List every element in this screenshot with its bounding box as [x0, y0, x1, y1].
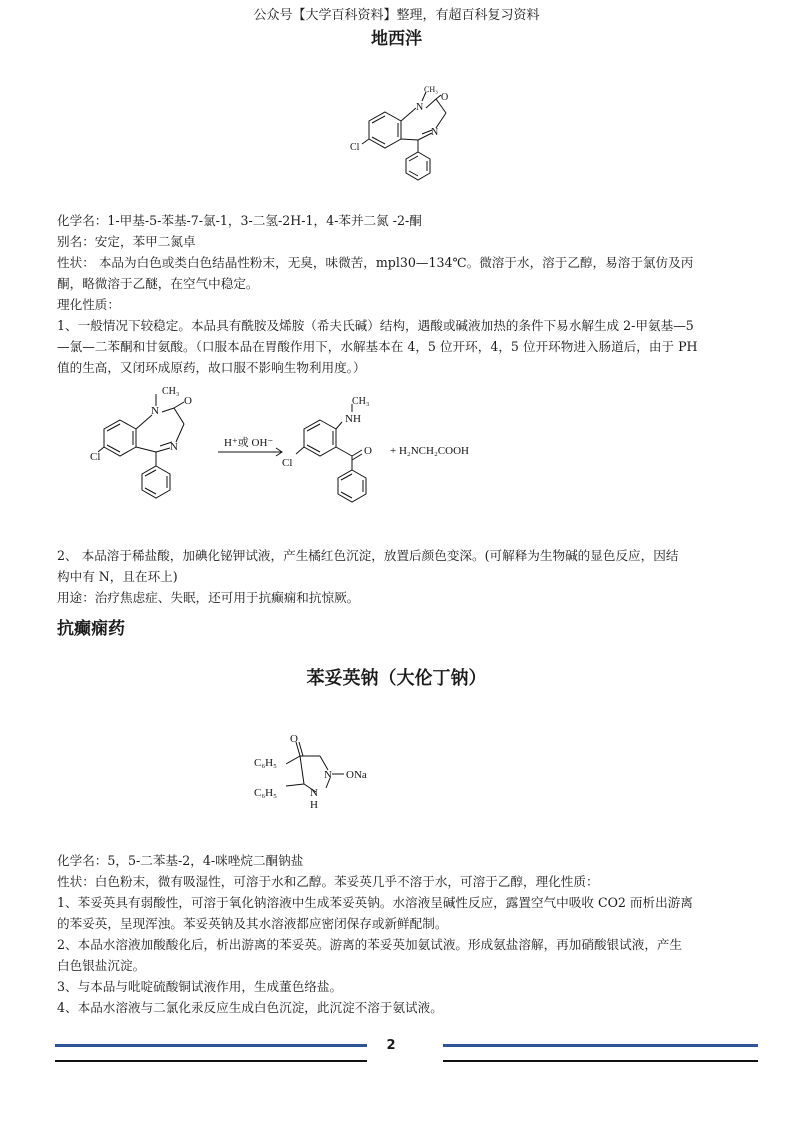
diazepam-item1-1: 1、一般情况下较稳定。本品具有酰胺及烯胺（希夫氏碱）结构，遇酸或碱液加热的条件下易水解生成 2-甲氨基—5 [57, 318, 694, 333]
phenytoin-item3: 3、与本品与吡啶硫酸铜试液作用，生成董色络盐。 [57, 979, 343, 994]
footer-rule-right-black [443, 1060, 758, 1062]
footer-rule-right-blue [443, 1044, 758, 1047]
phenytoin-item4: 4、本品水溶液与二氯化汞反应生成白色沉淀，此沉淀不溶于氨试液。 [57, 1000, 443, 1015]
phenytoin-item2-2: 白色银盐沉淀。 [57, 958, 146, 973]
phenytoin-structure [250, 730, 390, 815]
diazepam-properties-2: 酮，略微溶于乙醚，在空气中稳定。 [57, 276, 259, 291]
glycine-label: + H₂NCH₂COOH [390, 445, 469, 457]
diazepam-item1-2: —氯—二苯酮和甘氨酸。（口服本品在胃酸作用下，水解基本在 4，5 位开环，4，5 位开环物进入肠道后，由于 PH [57, 339, 698, 354]
phenytoin-item2-1: 2、本品水溶液加酸酸化后，析出游离的苯妥英。游离的苯妥英加氨试液。形成氨盐溶解，再加硝酸银试液，产生 [57, 937, 683, 952]
diazepam-usage: 用途：治疗焦虑症、失眠，还可用于抗癫痫和抗惊厥。 [57, 590, 360, 605]
product-ch3-label: CH₃ [352, 396, 370, 407]
reactant-n4-label: N [170, 441, 178, 453]
product-o-label: O [364, 445, 372, 457]
diazepam-item2-1: 2、 本品溶于稀盐酸，加碘化铋钾试液，产生橘红色沉淀，放置后颜色变深。(可解释为生物碱的显色反应，因结 [57, 548, 679, 563]
phenytoin-n-ring: N [324, 769, 332, 781]
diazepam-methyl-label: CH₃ [424, 85, 438, 94]
reactant-n1-label: N [151, 405, 159, 417]
diazepam-properties-1: 性状： 本品为白色或类白色结晶性粉末，无臭，味微苦，mpl30—134℃。微溶于水，溶于乙醇，易溶于氯仿及丙 [57, 255, 694, 270]
phenytoin-item1-1: 1、苯妥英具有弱酸性，可溶于氧化钠溶液中生成苯妥英钠。水溶液呈碱性反应，露置空气中吸收 CO2 而析出游离 [57, 895, 693, 910]
reactant-ch3-label: CH₃ [162, 386, 180, 397]
product-cl-label: Cl [282, 457, 293, 469]
diazepam-n1-label: N [416, 102, 424, 113]
phenytoin-c6h5-top: C₆H₅ [254, 757, 277, 769]
page-number: 2 [386, 1038, 396, 1053]
reaction-reagent: H⁺或 OH⁻ [224, 437, 274, 449]
phenytoin-item1-2: 的苯妥英，呈现浑浊。苯妥英钠及其水溶液都应密闭保存或新鲜配制。 [57, 916, 448, 931]
product-nh-label: NH [345, 413, 361, 425]
diazepam-cl-label: Cl [350, 142, 360, 153]
diazepam-physchem-heading: 理化性质： [57, 297, 120, 312]
diazepam-n4-label: N [431, 127, 439, 138]
phenytoin-properties: 性状：白色粉末，微有吸湿性，可溶于水和乙醇。苯妥英几乎不溶于水，可溶于乙醇，理化性质： [57, 874, 599, 889]
diazepam-item1-3: 值的生高，又闭环成原药，故口服不影响生物利用度。） [57, 360, 366, 375]
phenytoin-o-label: O [290, 733, 298, 745]
reactant-cl-label: Cl [90, 451, 101, 463]
diazepam-info [57, 210, 757, 378]
diazepam-alias: 别名：安定，苯甲二氮卓 [57, 234, 196, 249]
diazepam-info-2 [57, 545, 757, 608]
diazepam-o-label: O [441, 92, 449, 103]
diazepam-item2-2: 构中有 N，且在环上) [57, 569, 178, 584]
footer-rule-left-black [55, 1060, 367, 1062]
reactant-o-label: O [184, 395, 192, 407]
footer-rule-left-blue [55, 1044, 367, 1047]
diazepam-structure [340, 78, 470, 188]
phenytoin-info [57, 850, 757, 1018]
diazepam-chem-name: 化学名：1-甲基-5-苯基-7-氯-1，3-二氢-2H-1，4-苯并二氮 -2-酮 [57, 213, 422, 228]
hydrolysis-reaction [90, 382, 510, 522]
phenytoin-h: H [310, 799, 318, 811]
phenytoin-nh: N [310, 787, 318, 799]
section-heading: 抗癫痫药 [57, 619, 125, 639]
diazepam-title: 地西泮 [371, 29, 422, 49]
phenytoin-title: 苯妥英钠（大伦丁钠） [306, 668, 487, 689]
phenytoin-c6h5-bottom: C₆H₅ [254, 787, 277, 799]
phenytoin-chem-name: 化学名：5，5-二苯基-2，4-咪唑烷二酮钠盐 [57, 853, 304, 868]
phenytoin-ona: ONa [346, 769, 367, 781]
header-note: 公众号【大学百科资料】整理，有超百科复习资料 [253, 8, 540, 23]
